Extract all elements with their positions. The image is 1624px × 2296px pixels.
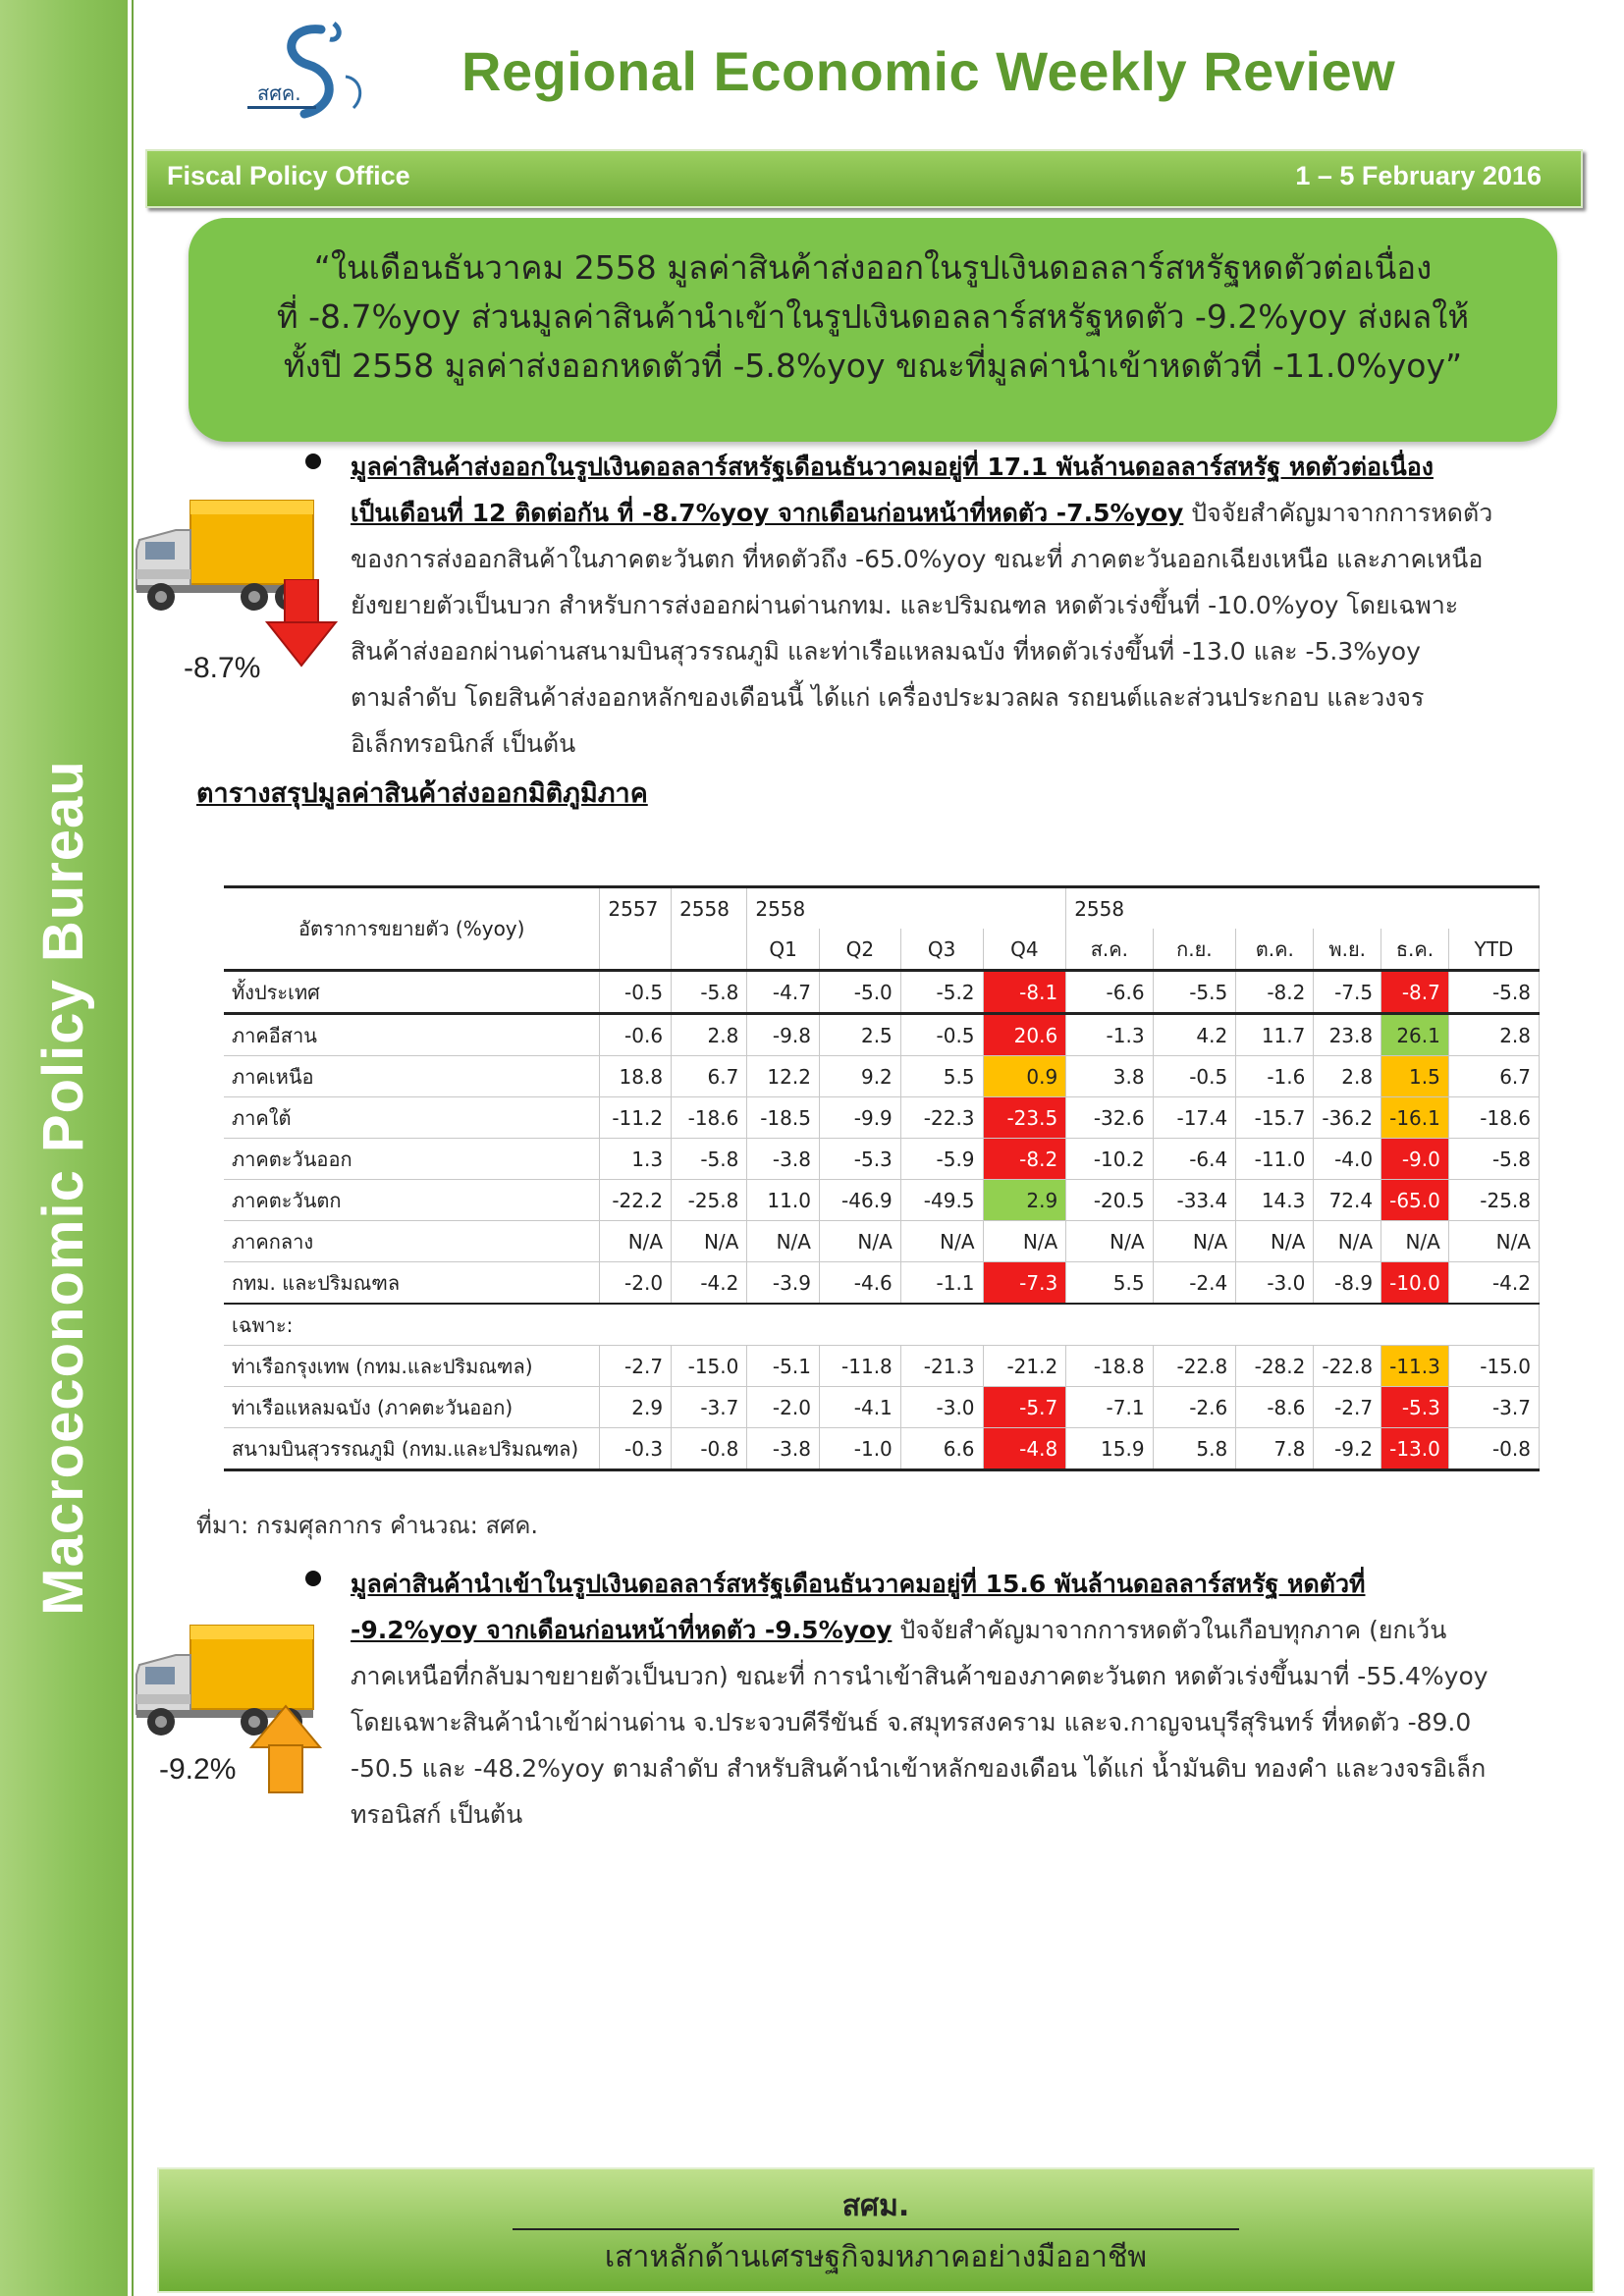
header-bar xyxy=(145,149,1583,208)
table-cell: N/A xyxy=(1448,1221,1539,1262)
table-cell: -1.6 xyxy=(1236,1056,1314,1097)
table-cell: -0.8 xyxy=(1448,1428,1539,1470)
table-cell: 4.2 xyxy=(1153,1014,1236,1056)
table-cell: 18.8 xyxy=(600,1056,672,1097)
table-cell: 6.7 xyxy=(1448,1056,1539,1097)
table-cell: -46.9 xyxy=(819,1180,900,1221)
table-cell: -3.7 xyxy=(1448,1387,1539,1428)
table-cell: -22.8 xyxy=(1314,1346,1381,1387)
col-header: ส.ค. xyxy=(1066,929,1153,971)
table-cell: -8.9 xyxy=(1314,1262,1381,1305)
table-cell: -9.2 xyxy=(1314,1428,1381,1470)
table-cell: N/A xyxy=(1066,1221,1153,1262)
table-cell: -18.5 xyxy=(747,1097,820,1139)
export-table xyxy=(224,885,1540,1471)
row-label: ท่าเรือกรุงเทพ (กทม.และปริมณฑล) xyxy=(224,1346,600,1387)
table-cell: -33.4 xyxy=(1153,1180,1236,1221)
table-cell: 2.5 xyxy=(819,1014,900,1056)
table-cell: -16.1 xyxy=(1381,1097,1449,1139)
row-label: ภาคตะวันออก xyxy=(224,1139,600,1180)
headline-quote xyxy=(189,218,1557,442)
col-header: ธ.ค. xyxy=(1381,929,1449,971)
table-cell: -9.8 xyxy=(747,1014,820,1056)
table-cell: -8.1 xyxy=(983,971,1066,1014)
export-headline: มูลค่าสินค้าส่งออกในรูปเงินดอลลาร์สหรัฐเดือนธันวาคมอยู่ที่ 17.1 พันล้านดอลลาร์สหรัฐ หดตัวต่อเนื่อง xyxy=(351,453,1434,481)
table-cell: -3.7 xyxy=(672,1387,747,1428)
table-cell: 2.8 xyxy=(1448,1014,1539,1056)
table-cell: 2.8 xyxy=(672,1014,747,1056)
table-cell: -2.0 xyxy=(600,1262,672,1305)
table-cell: -15.0 xyxy=(672,1346,747,1387)
table-cell: -0.5 xyxy=(1153,1056,1236,1097)
table-cell: -0.5 xyxy=(600,971,672,1014)
table-cell: N/A xyxy=(1381,1221,1449,1262)
table-label-header: อัตราการขยายตัว (%yoy) xyxy=(224,887,600,971)
table-cell: -5.3 xyxy=(1381,1387,1449,1428)
table-cell: 7.8 xyxy=(1236,1428,1314,1470)
import-text: ปัจจัยสำคัญมาจากการหดตัวในเกือบทุกภาค (ยกเว้น xyxy=(892,1616,1447,1644)
row-label: ภาคกลาง xyxy=(224,1221,600,1262)
table-cell: -36.2 xyxy=(1314,1097,1381,1139)
row-label: ทั้งประเทศ xyxy=(224,971,600,1014)
table-cell: -6.4 xyxy=(1153,1139,1236,1180)
table-cell: -11.8 xyxy=(819,1346,900,1387)
table-cell: -4.7 xyxy=(747,971,820,1014)
logo-text: สศค. xyxy=(257,81,301,105)
table-cell: 1.5 xyxy=(1381,1056,1449,1097)
import-headline-2: -9.2%yoy จากเดือนก่อนหน้าที่หดตัว -9.5%yoy xyxy=(351,1616,893,1644)
table-cell: -11.3 xyxy=(1381,1346,1449,1387)
table-cell: -5.0 xyxy=(819,971,900,1014)
table-cell: 26.1 xyxy=(1381,1014,1449,1056)
table-row xyxy=(224,1262,1540,1305)
table-cell: -4.8 xyxy=(983,1428,1066,1470)
table-cell: -23.5 xyxy=(983,1097,1066,1139)
table-cell: -1.1 xyxy=(900,1262,983,1305)
table-cell: -28.2 xyxy=(1236,1346,1314,1387)
table-cell: -9.0 xyxy=(1381,1139,1449,1180)
export-text: ตามลำดับ โดยสินค้าส่งออกหลักของเดือนนี้ ได้แก่ เครื่องประมวลผล รถยนต์และส่วนประกอบ และวงจร xyxy=(351,683,1425,712)
issue-date: 1 – 5 February 2016 xyxy=(1295,161,1542,190)
row-label: สนามบินสุวรรณภูมิ (กทม.และปริมณฑล) xyxy=(224,1428,600,1470)
table-cell: -2.4 xyxy=(1153,1262,1236,1305)
quote-line: “ในเดือนธันวาคม 2558 มูลค่าสินค้าส่งออกในรูปเงินดอลลาร์สหรัฐหดตัวต่อเนื่อง xyxy=(313,248,1433,287)
footer-divider xyxy=(513,2228,1239,2230)
table-row xyxy=(224,1056,1540,1097)
table-cell: 2.9 xyxy=(983,1180,1066,1221)
table-cell: -5.2 xyxy=(900,971,983,1014)
table-cell: 9.2 xyxy=(819,1056,900,1097)
row-label: กทม. และปริมณฑล xyxy=(224,1262,600,1305)
table-cell: 5.5 xyxy=(900,1056,983,1097)
table-cell: -7.3 xyxy=(983,1262,1066,1305)
table-cell: -2.7 xyxy=(1314,1387,1381,1428)
export-change-value: -8.7% xyxy=(184,652,261,684)
col-header: พ.ย. xyxy=(1314,929,1381,971)
table-cell: -8.7 xyxy=(1381,971,1449,1014)
table-cell: N/A xyxy=(747,1221,820,1262)
table-cell: -10.2 xyxy=(1066,1139,1153,1180)
export-headline-2: เป็นเดือนที่ 12 ติดต่อกัน ที่ -8.7%yoy จากเดือนก่อนหน้าที่หดตัว -7.5%yoy xyxy=(351,499,1184,527)
import-text: -50.5 และ -48.2%yoy ตามลำดับ สำหรับสินค้านำเข้าหลักของเดือน ได้แก่ น้ำมันดิบ ทองคำ และวงจรอิเล็ก xyxy=(351,1754,1487,1783)
table-cell: -11.0 xyxy=(1236,1139,1314,1180)
col-header: Q3 xyxy=(900,929,983,971)
table-cell: -4.0 xyxy=(1314,1139,1381,1180)
table-cell: -1.3 xyxy=(1066,1014,1153,1056)
table-cell: -18.6 xyxy=(1448,1097,1539,1139)
table-cell: -25.8 xyxy=(672,1180,747,1221)
table-cell: -0.6 xyxy=(600,1014,672,1056)
bullet-icon xyxy=(305,1571,321,1586)
bullet-icon xyxy=(305,454,321,469)
year-header: 2557 xyxy=(600,887,672,930)
table-cell: -9.9 xyxy=(819,1097,900,1139)
table-cell: -8.2 xyxy=(983,1139,1066,1180)
footer-abbrev: สศม. xyxy=(841,2189,910,2223)
import-headline: มูลค่าสินค้านำเข้าในรูปเงินดอลลาร์สหรัฐเดือนธันวาคมอยู่ที่ 15.6 พันล้านดอลลาร์สหรัฐ หดตัวที่ xyxy=(351,1570,1366,1598)
table-cell: N/A xyxy=(819,1221,900,1262)
table-row xyxy=(224,1387,1540,1428)
office-name: Fiscal Policy Office xyxy=(167,161,410,190)
table-cell: N/A xyxy=(1153,1221,1236,1262)
table-cell: -3.8 xyxy=(747,1428,820,1470)
row-label: ท่าเรือแหลมฉบัง (ภาคตะวันออก) xyxy=(224,1387,600,1428)
table-cell: 3.8 xyxy=(1066,1056,1153,1097)
table-cell: -10.0 xyxy=(1381,1262,1449,1305)
table-row xyxy=(224,1428,1540,1470)
table-cell: -3.0 xyxy=(900,1387,983,1428)
import-text: โดยเฉพาะสินค้านำเข้าผ่านด่าน จ.ประจวบคีรีขันธ์ จ.สมุทรสงคราม และจ.กาญจนบุรีสุรินทร์ ที่หดตัว -89.0 xyxy=(351,1708,1472,1736)
col-header: Q4 xyxy=(983,929,1066,971)
year-header: 2558 xyxy=(1066,887,1540,930)
table-row xyxy=(224,1097,1540,1139)
table-cell: -7.5 xyxy=(1314,971,1381,1014)
table-row xyxy=(224,1221,1540,1262)
table-cell: 23.8 xyxy=(1314,1014,1381,1056)
table-cell: -8.6 xyxy=(1236,1387,1314,1428)
table-cell: -17.4 xyxy=(1153,1097,1236,1139)
table-cell: -4.6 xyxy=(819,1262,900,1305)
table-cell: -0.3 xyxy=(600,1428,672,1470)
table-cell: N/A xyxy=(600,1221,672,1262)
table-cell: 2.9 xyxy=(600,1387,672,1428)
col-header: YTD xyxy=(1448,929,1539,971)
table-cell: -5.1 xyxy=(747,1346,820,1387)
sidebar-title: Macroeconomic Policy Bureau xyxy=(31,760,95,1616)
table-cell: -3.9 xyxy=(747,1262,820,1305)
table-cell: 2.8 xyxy=(1314,1056,1381,1097)
table-cell: 12.2 xyxy=(747,1056,820,1097)
table-cell: 14.3 xyxy=(1236,1180,1314,1221)
table-cell: -6.6 xyxy=(1066,971,1153,1014)
table-cell: -5.9 xyxy=(900,1139,983,1180)
table-row xyxy=(224,1180,1540,1221)
table-cell: -22.3 xyxy=(900,1097,983,1139)
table-cell: -0.5 xyxy=(900,1014,983,1056)
table-title: ตารางสรุปมูลค่าสินค้าส่งออกมิติภูมิภาค xyxy=(196,778,648,809)
export-paragraph xyxy=(351,444,1539,767)
table-row xyxy=(224,971,1540,1014)
year-header: 2558 xyxy=(747,887,1066,930)
table-cell: -22.2 xyxy=(600,1180,672,1221)
table-cell: 15.9 xyxy=(1066,1428,1153,1470)
footer-slogan: เสาหลักด้านเศรษฐกิจมหภาคอย่างมืออาชีพ xyxy=(604,2240,1148,2274)
import-text: ภาคเหนือที่กลับมาขยายตัวเป็นบวก) ขณะที่ การนำเข้าสินค้าของภาคตะวันตก หดตัวเร่งขึ้นมาที่ -55.4%yoy xyxy=(351,1662,1489,1690)
table-cell: 6.7 xyxy=(672,1056,747,1097)
table-cell: -22.8 xyxy=(1153,1346,1236,1387)
export-text: ยังขยายตัวเป็นบวก สำหรับการส่งออกผ่านด่านกทม. และปริมณฑล หดตัวเร่งขึ้นที่ -10.0%yoy โดยเฉพาะ xyxy=(351,591,1459,619)
year-header: 2558 xyxy=(672,887,747,930)
table-cell: -5.3 xyxy=(819,1139,900,1180)
quote-line: ที่ -8.7%yoy ส่วนมูลค่าสินค้านำเข้าในรูปเงินดอลลาร์สหรัฐหดตัว -9.2%yoy ส่งผลให้ xyxy=(276,297,1470,336)
table-cell: 11.7 xyxy=(1236,1014,1314,1056)
table-cell: -20.5 xyxy=(1066,1180,1153,1221)
table-cell: -18.6 xyxy=(672,1097,747,1139)
table-cell: -18.8 xyxy=(1066,1346,1153,1387)
table-cell: -21.2 xyxy=(983,1346,1066,1387)
table-cell: -2.0 xyxy=(747,1387,820,1428)
footer-banner xyxy=(157,2167,1595,2293)
table-cell: N/A xyxy=(672,1221,747,1262)
import-change-value: -9.2% xyxy=(159,1753,237,1786)
col-header: Q1 xyxy=(747,929,820,971)
table-cell: -7.1 xyxy=(1066,1387,1153,1428)
table-cell: -49.5 xyxy=(900,1180,983,1221)
col-header: Q2 xyxy=(819,929,900,971)
table-cell: -5.8 xyxy=(1448,971,1539,1014)
table-cell: -13.0 xyxy=(1381,1428,1449,1470)
export-text: ปัจจัยสำคัญมาจากการหดตัว xyxy=(1183,499,1493,527)
table-cell: -0.8 xyxy=(672,1428,747,1470)
table-cell: N/A xyxy=(1314,1221,1381,1262)
export-text: อิเล็กทรอนิกส์ เป็นต้น xyxy=(351,729,576,758)
export-text: ของการส่งออกสินค้าในภาคตะวันตก ที่หดตัวถึง -65.0%yoy ขณะที่ ภาคตะวันออกเฉียงเหนือ และภาคเหนือ xyxy=(351,545,1484,573)
table-cell: 20.6 xyxy=(983,1014,1066,1056)
export-text: สินค้าส่งออกผ่านด่านสนามบินสุวรรณภูมิ และท่าเรือแหลมฉบัง ที่หดตัวเร่งขึ้นที่ -13.0 และ -5.3%yoy xyxy=(351,637,1421,666)
table-cell: -1.0 xyxy=(819,1428,900,1470)
arrow-down-icon xyxy=(265,579,338,671)
table-cell: -3.0 xyxy=(1236,1262,1314,1305)
table-cell: -4.1 xyxy=(819,1387,900,1428)
col-header: ก.ย. xyxy=(1153,929,1236,971)
fpo-logo xyxy=(228,18,395,135)
table-row xyxy=(224,1139,1540,1180)
table-cell: 5.8 xyxy=(1153,1428,1236,1470)
source-note: ที่มา: กรมศุลกากร คำนวณ: สศค. xyxy=(196,1512,539,1539)
import-text: ทรอนิสก์ เป็นต้น xyxy=(351,1800,523,1829)
page-title: Regional Economic Weekly Review xyxy=(461,40,1396,102)
table-cell: -3.8 xyxy=(747,1139,820,1180)
table-cell: 6.6 xyxy=(900,1428,983,1470)
section-label: เฉพาะ: xyxy=(224,1304,1540,1346)
table-cell: -5.8 xyxy=(1448,1139,1539,1180)
table-cell: 72.4 xyxy=(1314,1180,1381,1221)
table-row xyxy=(224,1014,1540,1056)
arrow-up-icon xyxy=(249,1704,322,1798)
table-cell: 1.3 xyxy=(600,1139,672,1180)
col-header: ต.ค. xyxy=(1236,929,1314,971)
table-cell: -5.5 xyxy=(1153,971,1236,1014)
table-cell: -4.2 xyxy=(1448,1262,1539,1305)
quote-line: ทั้งปี 2558 มูลค่าส่งออกหดตัวที่ -5.8%yoy ขณะที่มูลค่านำเข้าหดตัวที่ -11.0%yoy” xyxy=(283,347,1463,385)
row-label: ภาคใต้ xyxy=(224,1097,600,1139)
import-paragraph xyxy=(351,1561,1539,1838)
row-label: ภาคเหนือ xyxy=(224,1056,600,1097)
sidebar xyxy=(0,0,132,2296)
table-cell: -32.6 xyxy=(1066,1097,1153,1139)
table-cell: -2.7 xyxy=(600,1346,672,1387)
table-cell: -15.7 xyxy=(1236,1097,1314,1139)
table-row xyxy=(224,1346,1540,1387)
table-cell: -21.3 xyxy=(900,1346,983,1387)
table-cell: N/A xyxy=(1236,1221,1314,1262)
table-cell: -5.8 xyxy=(672,1139,747,1180)
table-cell: 0.9 xyxy=(983,1056,1066,1097)
table-cell: -25.8 xyxy=(1448,1180,1539,1221)
table-cell: -8.2 xyxy=(1236,971,1314,1014)
table-cell: -65.0 xyxy=(1381,1180,1449,1221)
table-cell: -15.0 xyxy=(1448,1346,1539,1387)
table-cell: -2.6 xyxy=(1153,1387,1236,1428)
row-label: ภาคตะวันตก xyxy=(224,1180,600,1221)
table-cell: 11.0 xyxy=(747,1180,820,1221)
table-cell: -11.2 xyxy=(600,1097,672,1139)
row-label: ภาคอีสาน xyxy=(224,1014,600,1056)
table-cell: -5.8 xyxy=(672,971,747,1014)
table-cell: N/A xyxy=(983,1221,1066,1262)
table-cell: -4.2 xyxy=(672,1262,747,1305)
table-cell: N/A xyxy=(900,1221,983,1262)
table-cell: -5.7 xyxy=(983,1387,1066,1428)
table-cell: 5.5 xyxy=(1066,1262,1153,1305)
